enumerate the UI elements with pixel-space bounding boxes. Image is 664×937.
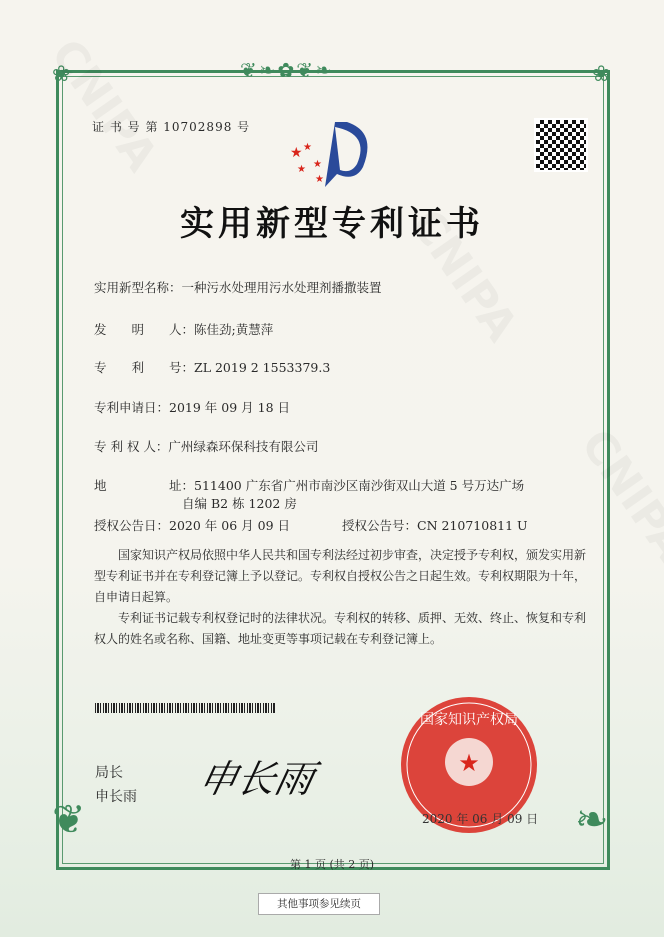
cnipa-logo	[285, 112, 385, 192]
filing-date-label: 专利申请日：	[94, 400, 170, 415]
corner-ornament-br: ❧	[575, 797, 609, 843]
svg-text:★: ★	[458, 749, 480, 777]
signatory-title: 局长	[95, 765, 123, 781]
inventor-label: 发 明 人：	[94, 322, 195, 337]
grant-number-label: 授权公告号：	[342, 518, 418, 533]
continued-note: 其他事项参见续页	[258, 893, 380, 915]
patentee-label: 专 利 权 人：	[94, 439, 169, 454]
svg-text:★: ★	[290, 145, 303, 161]
top-ornament: ❦❧✿❦❧	[240, 58, 334, 82]
certificate-number: 证 书 号 第 10702898 号	[92, 120, 251, 134]
name-label: 实用新型名称：	[94, 280, 182, 295]
svg-text:★: ★	[297, 164, 306, 175]
inventor-value: 陈佳劲;黄慧萍	[194, 322, 274, 337]
patent-number-label: 专 利 号：	[94, 360, 195, 375]
corner-ornament-tl: ❀	[52, 62, 71, 87]
address-line2: 自编 B2 栋 1202 房	[182, 496, 297, 511]
grant-date-label: 授权公告日：	[94, 518, 170, 533]
corner-ornament-bl: ❦	[52, 797, 86, 843]
patentee-value: 广州绿森环保科技有限公司	[168, 439, 319, 454]
legal-status-paragraph: 专利证书记载专利权登记时的法律状况。专利权的转移、质押、无效、终止、恢复和专利权人的姓名或名称、国籍、地址变更等事项记载在专利登记簿上。	[94, 611, 587, 646]
grant-number-value: CN 210710811 U	[417, 518, 528, 533]
name-value: 一种污水处理用污水处理剂播撒装置	[181, 280, 382, 295]
svg-text:★: ★	[303, 142, 312, 153]
seal-date: 2020 年 06 月 09 日	[422, 812, 539, 826]
filing-date-value: 2019 年 09 月 18 日	[169, 400, 291, 415]
address-line1: 511400 广东省广州市南沙区南沙街双山大道 5 号万达广场	[194, 478, 525, 493]
grant-statement-paragraph: 国家知识产权局依照中华人民共和国专利法经过初步审查，决定授予专利权，颁发实用新型专利证书并在专利登记簿上予以登记。专利权自授权公告之日起生效。专利权期限为十年，自申请日起算。	[94, 548, 587, 604]
svg-text:★: ★	[315, 174, 324, 185]
page-title: 实用新型专利证书	[180, 204, 484, 244]
signature: 申长雨	[194, 757, 318, 801]
page-indicator: 第 1 页 (共 2 页)	[289, 858, 375, 871]
svg-text:★: ★	[313, 159, 322, 170]
signatory-name: 申长雨	[95, 789, 137, 805]
seal-text: 国家知识产权局	[420, 712, 518, 728]
corner-ornament-tr: ❀	[592, 62, 611, 87]
barcode	[95, 703, 275, 713]
grant-date-value: 2020 年 06 月 09 日	[169, 518, 291, 533]
qr-code	[534, 118, 588, 172]
address-label: 地 址：	[94, 478, 195, 493]
patent-number-value: ZL 2019 2 1553379.3	[194, 360, 331, 375]
